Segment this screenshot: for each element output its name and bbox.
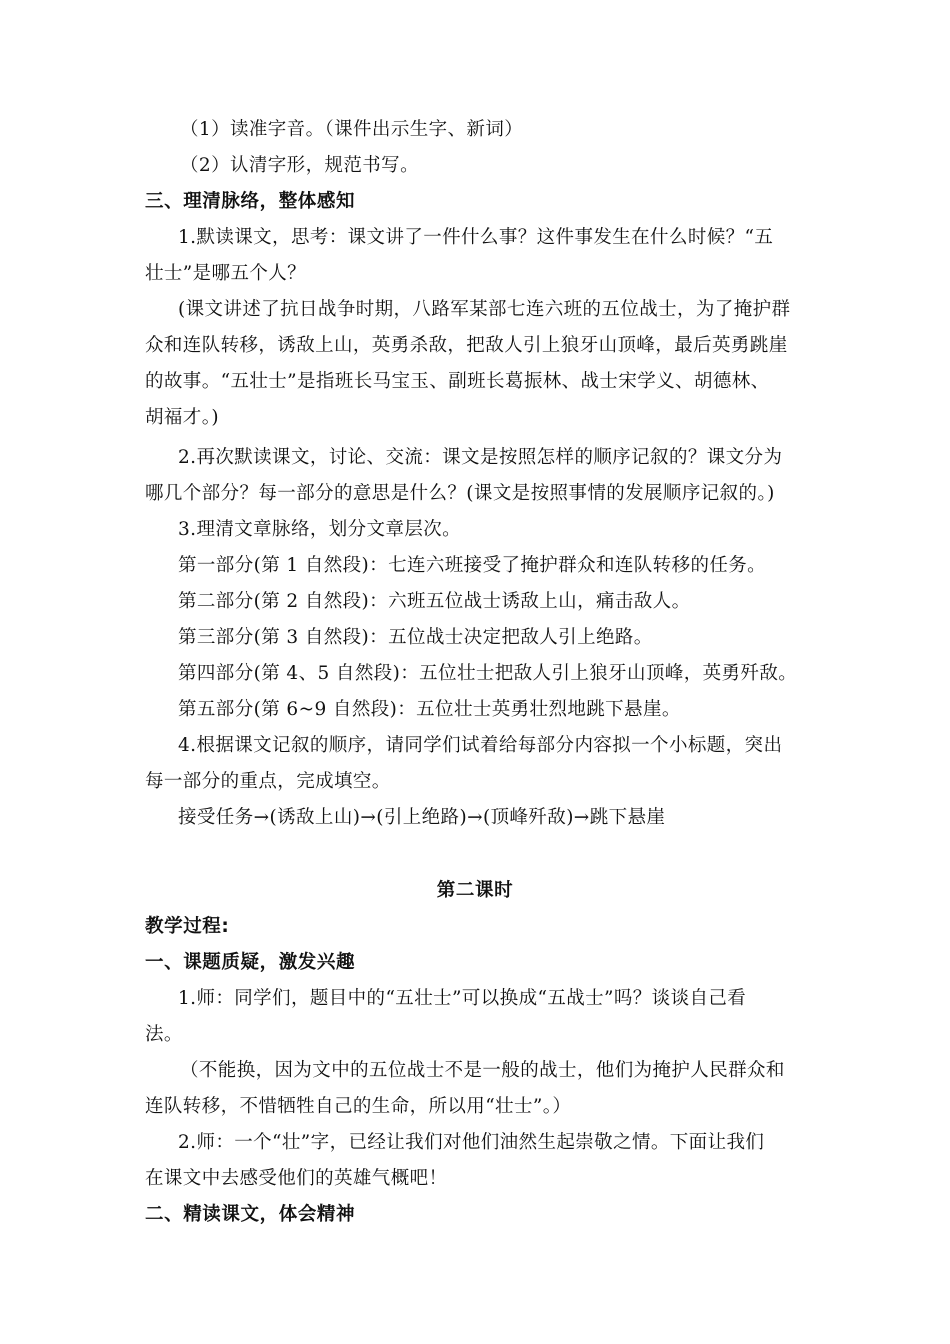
line-q2-part2: 哪几个部分？每一部分的意思是什么？(课文是按照事情的发展顺序记叙的。) bbox=[145, 483, 775, 504]
line-part-two: 第二部分(第 2 自然段)：六班五位战士诱敌上山，痛击敌人。 bbox=[178, 591, 691, 612]
line-answer-part1: （不能换，因为文中的五位战士不是一般的战士，他们为掩护人民群众和 bbox=[180, 1060, 785, 1081]
section-heading-two: 二、精读课文，体会精神 bbox=[145, 1204, 356, 1225]
line-teacher-q2-part1: 2.师：一个“壮”字，已经让我们对他们油然生起崇敬之情。下面让我们 bbox=[178, 1132, 765, 1153]
line-read-pronunciation: （1）读准字音。（课件出示生字、新词） bbox=[180, 119, 524, 140]
line-recognize-characters: （2）认清字形，规范书写。 bbox=[180, 155, 419, 176]
teaching-process-label: 教学过程: bbox=[145, 916, 230, 937]
line-q4-part1: 4.根据课文记叙的顺序，请同学们试着给每部分内容拟一个小标题，突出 bbox=[178, 735, 783, 756]
line-a1-part2: 众和连队转移，诱敌上山，英勇杀敌，把敌人引上狼牙山顶峰，最后英勇跳崖 bbox=[145, 335, 788, 356]
line-q3: 3.理清文章脉络，划分文章层次。 bbox=[178, 519, 462, 540]
line-a1-part4: 胡福才。) bbox=[145, 407, 219, 428]
line-q2-part1: 2.再次默读课文，讨论、交流：课文是按照怎样的顺序记叙的？课文分为 bbox=[178, 447, 783, 468]
line-teacher-q2-part2: 在课文中去感受他们的英雄气概吧！ bbox=[145, 1168, 448, 1189]
line-fill-blank-flow: 接受任务→(诱敌上山)→(引上绝路)→(顶峰歼敌)→跳下悬崖 bbox=[178, 807, 666, 828]
line-part-four: 第四部分(第 4、5 自然段)：五位壮士把敌人引上狼牙山顶峰，英勇歼敌。 bbox=[178, 663, 798, 684]
line-q4-part2: 每一部分的重点，完成填空。 bbox=[145, 771, 391, 792]
line-part-three: 第三部分(第 3 自然段)：五位战士决定把敌人引上绝路。 bbox=[178, 627, 653, 648]
lesson-title: 第二课时 bbox=[436, 880, 514, 901]
line-q1-part2: 壮士”是哪五个人？ bbox=[145, 263, 307, 284]
line-teacher-q1-part1: 1.师：同学们，题目中的“五壮士”可以换成“五战士”吗？谈谈自己看 bbox=[178, 988, 747, 1009]
line-part-one: 第一部分(第 1 自然段)：七连六班接受了掩护群众和连队转移的任务。 bbox=[178, 555, 767, 576]
line-answer-part2: 连队转移，不惜牺牲自己的生命，所以用“壮士”。） bbox=[145, 1096, 572, 1117]
line-a1-part1: (课文讲述了抗日战争时期，八路军某部七连六班的五位战士，为了掩护群 bbox=[178, 299, 791, 320]
line-q1-part1: 1.默读课文，思考：课文讲了一件什么事？这件事发生在什么时候？“五 bbox=[178, 227, 774, 248]
line-teacher-q1-part2: 法。 bbox=[145, 1024, 183, 1045]
section-heading-one: 一、课题质疑，激发兴趣 bbox=[145, 952, 356, 973]
section-heading-three: 三、理清脉络，整体感知 bbox=[145, 191, 356, 212]
line-part-five: 第五部分(第 6~9 自然段)：五位壮士英勇壮烈地跳下悬崖。 bbox=[178, 699, 681, 720]
line-a1-part3: 的故事。“五壮士”是指班长马宝玉、副班长葛振林、战士宋学义、胡德林、 bbox=[145, 371, 770, 392]
